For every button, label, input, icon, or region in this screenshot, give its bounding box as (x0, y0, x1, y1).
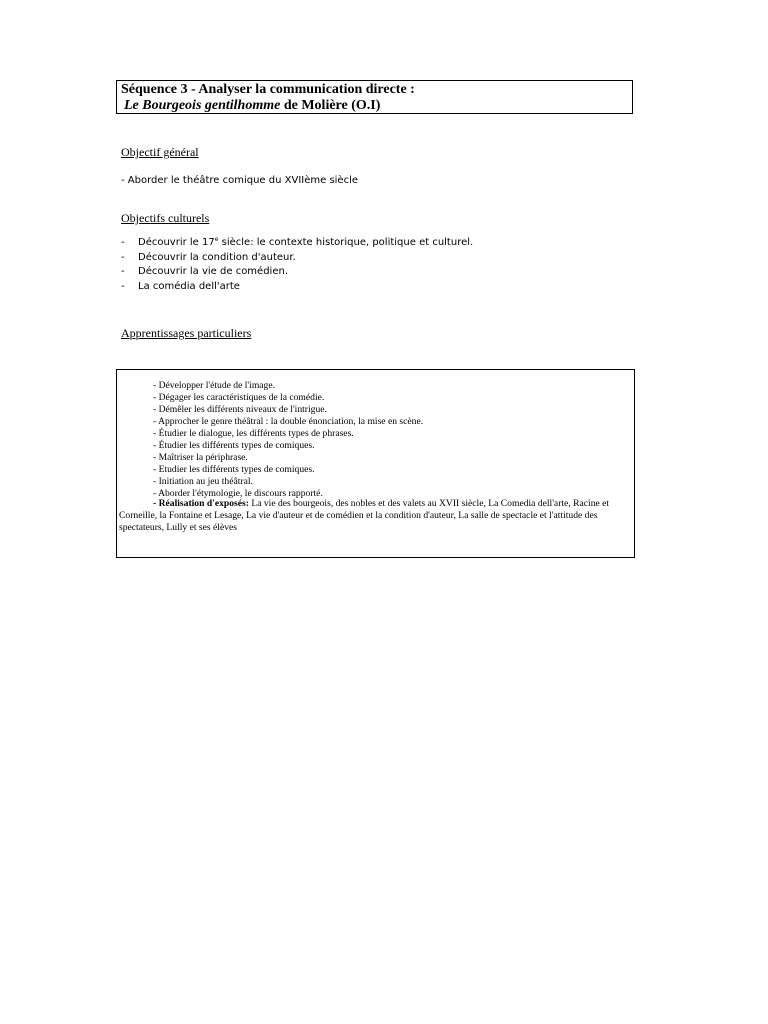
list-item (121, 265, 473, 280)
list-item (121, 251, 473, 266)
list-item: - Initiation au jeu théâtral. (153, 476, 253, 487)
list-item (121, 280, 473, 295)
work-author: de Molière (O.I) (280, 98, 381, 113)
list-dash: - (121, 280, 125, 292)
list-item (121, 236, 473, 251)
superscript: e (214, 236, 219, 243)
work-title: Le Bourgeois gentilhomme (124, 98, 281, 113)
objectif-general-heading: Objectif général (121, 145, 199, 159)
sequence-title: Séquence 3 - Analyser la communication directe : (121, 82, 415, 97)
list-item: - Approcher le genre théâtral : la double énonciation, la mise en scène. (153, 416, 424, 427)
list-item-text-pre: Découvrir le 17 (138, 237, 215, 248)
list-item: - Maîtriser la périphrase. (153, 452, 248, 463)
list-item-text: Découvrir la condition d'auteur. (138, 251, 296, 263)
list-item-text: La comédia dell'arte (138, 280, 240, 292)
objectif-general-text: - Aborder le théâtre comique du XVIIème siècle (121, 175, 359, 186)
sequence-subtitle (121, 98, 632, 114)
list-item-text: Découvrir la vie de comédien. (138, 266, 288, 277)
list-item: - Étudier les différents types de comiques. (153, 440, 315, 451)
apprentissages-list (153, 380, 423, 500)
apprentissages-heading: Apprentissages particuliers (121, 326, 252, 340)
list-dash: - (121, 237, 125, 248)
exposes-label: - Réalisation d'exposés: (153, 498, 249, 509)
list-item-text-post: siècle: le contexte historique, politique et culturel. (218, 237, 474, 248)
list-item-text (138, 236, 473, 251)
objectifs-culturels-heading: Objectifs culturels (121, 211, 210, 225)
sequence-title-box (116, 80, 633, 114)
objectifs-culturels-list (121, 236, 473, 294)
exposes-paragraph (119, 498, 629, 534)
list-item: - Etudier les différents types de comiques. (153, 464, 315, 475)
list-item: - Dégager les caractéristiques de la comédie. (153, 392, 325, 403)
list-item: - Démêler les différents niveaux de l'intrigue. (153, 404, 327, 415)
list-dash: - (121, 266, 125, 277)
list-item: - Aborder l'étymologie, le discours rapporté. (153, 488, 323, 499)
exposes-text: La vie des bourgeois, des nobles et des valets au XVII siècle, La Comedia dell'arte, Racine et Corneille, la Fontaine et Lesage, La vie d'auteur et de comédien et la condition d'auteur, La salle de spectacle et l'attitude des spectateurs, Lully et ses élèves (119, 498, 610, 533)
list-item: - Étudier le dialogue, les différents types de phrases. (153, 428, 354, 439)
list-item: - Développer l'étude de l'image. (153, 380, 275, 391)
apprentissages-box (116, 369, 635, 558)
list-dash: - (121, 251, 125, 263)
